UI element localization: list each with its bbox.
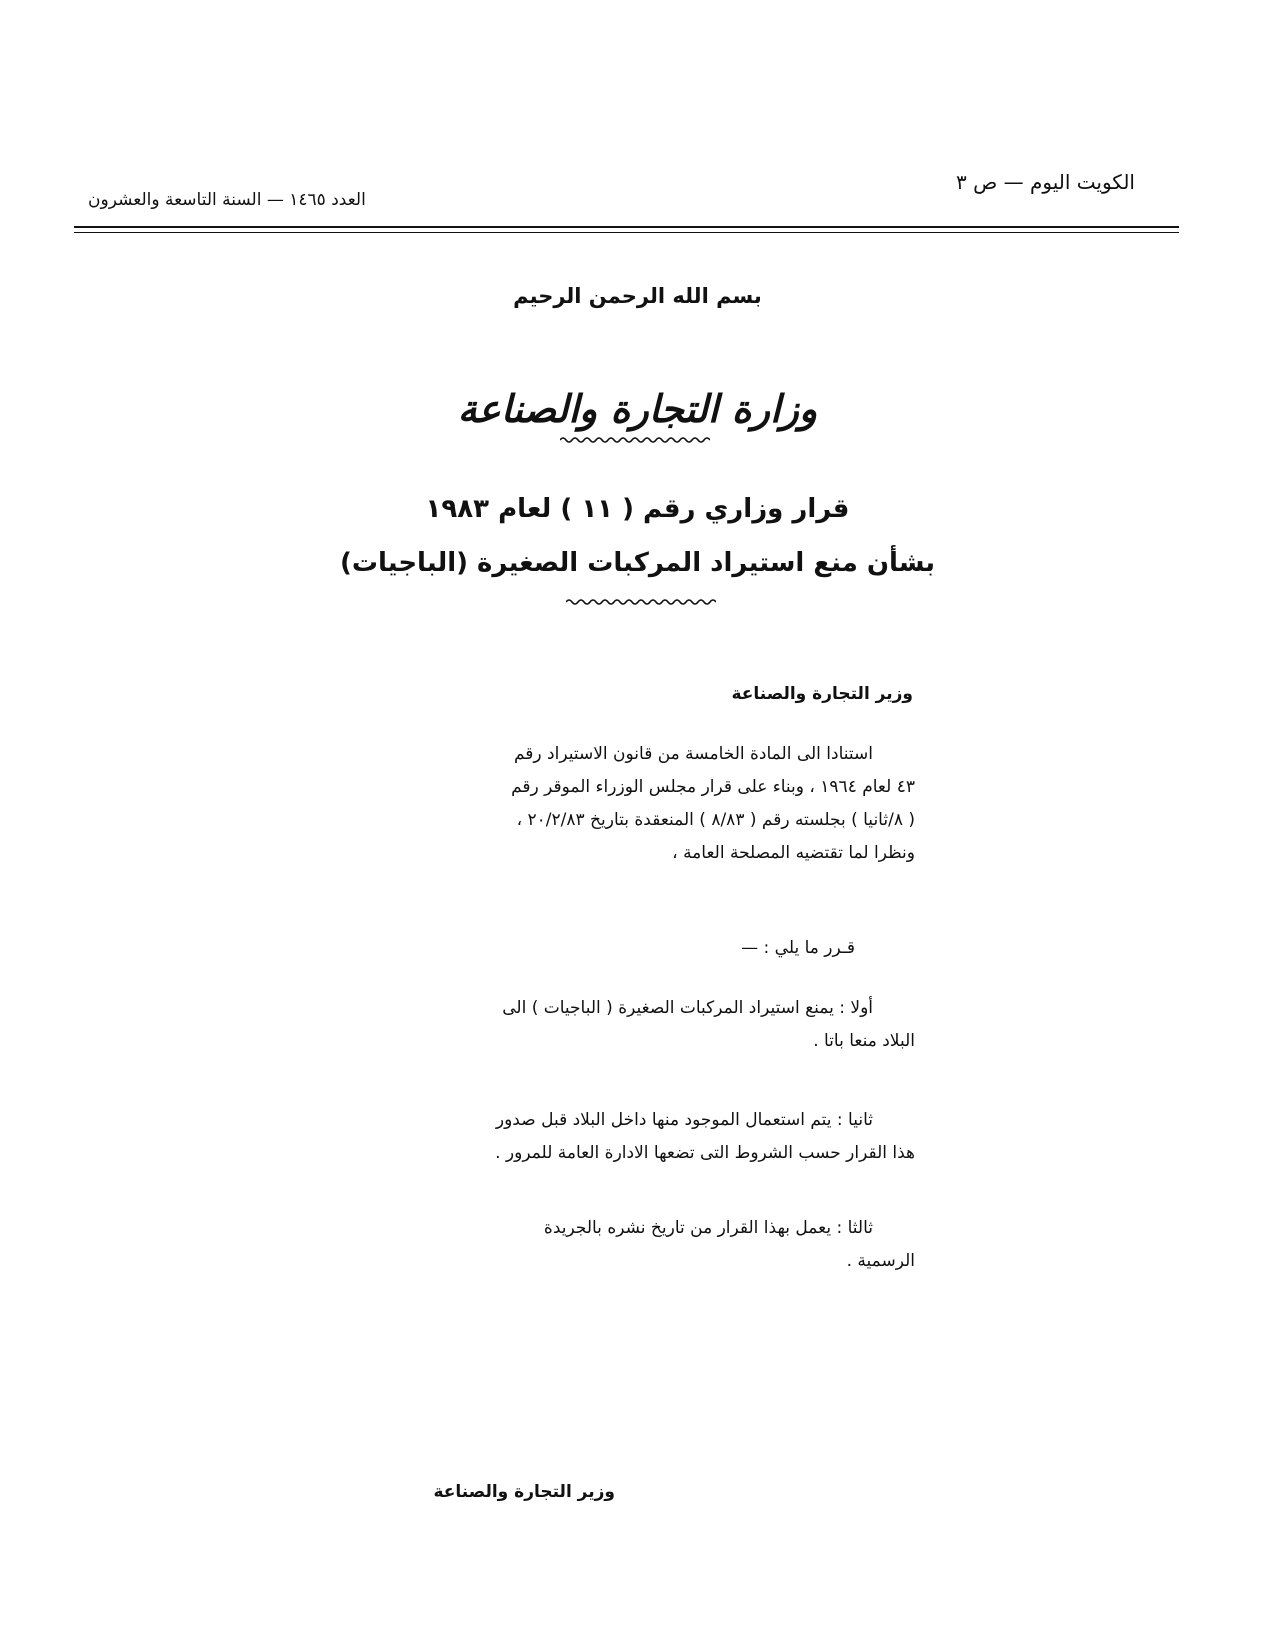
ministry-title: وزارة التجارة والصناعة xyxy=(457,386,818,431)
minister-heading: وزير التجارة والصناعة xyxy=(731,684,913,704)
article-line: ثالثا : يعمل بهذا القرار من تاريخ نشره بالجريدة xyxy=(543,1218,873,1238)
decree-title: قرار وزاري رقم ( ١١ ) لعام ١٩٨٣ xyxy=(425,494,850,524)
article-line: ثانيا : يتم استعمال الموجود منها داخل البلاد قبل صدور xyxy=(495,1110,873,1130)
signature-minister: وزير التجارة والصناعة xyxy=(433,1482,615,1502)
article-line: أولا : يمنع استيراد المركبات الصغيرة ( الباجيات ) الى xyxy=(502,998,873,1018)
article-line: هذا القرار حسب الشروط التى تضعها الادارة العامة للمرور . xyxy=(495,1143,915,1163)
preamble-line: استنادا الى المادة الخامسة من قانون الاستيراد رقم xyxy=(513,744,873,764)
preamble-line: ( ٨/ثانيا ) بجلسته رقم ( ٨/٨٣ ) المنعقدة بتاريخ ٢٠/٢/٨٣ ، xyxy=(516,810,915,830)
decided-label: قـرر ما يلي : — xyxy=(741,938,855,958)
article-second xyxy=(375,1104,915,1170)
preamble-paragraph xyxy=(375,738,915,870)
article-first xyxy=(375,992,915,1058)
article-line: البلاد منعا باتا . xyxy=(813,1031,915,1051)
article-third xyxy=(375,1212,915,1278)
wavy-divider-top xyxy=(560,436,710,444)
article-line: الرسمية . xyxy=(846,1251,915,1271)
preamble-line: ٤٣ لعام ١٩٦٤ ، وبناء على قرار مجلس الوزراء الموقر رقم xyxy=(511,777,915,797)
issue-label: العدد ١٤٦٥ — السنة التاسعة والعشرون xyxy=(88,190,366,210)
preamble-line: ونظرا لما تقتضيه المصلحة العامة ، xyxy=(672,843,915,863)
newspaper-page-label: الكويت اليوم — ص ٣ xyxy=(956,170,1135,194)
header-divider xyxy=(74,226,1179,228)
basmala: بسم الله الرحمن الرحيم xyxy=(513,284,762,308)
decree-subject: بشأن منع استيراد المركبات الصغيرة (الباجيات) xyxy=(339,548,936,578)
header-divider-thin xyxy=(74,232,1179,233)
wavy-divider-bottom xyxy=(566,598,716,606)
